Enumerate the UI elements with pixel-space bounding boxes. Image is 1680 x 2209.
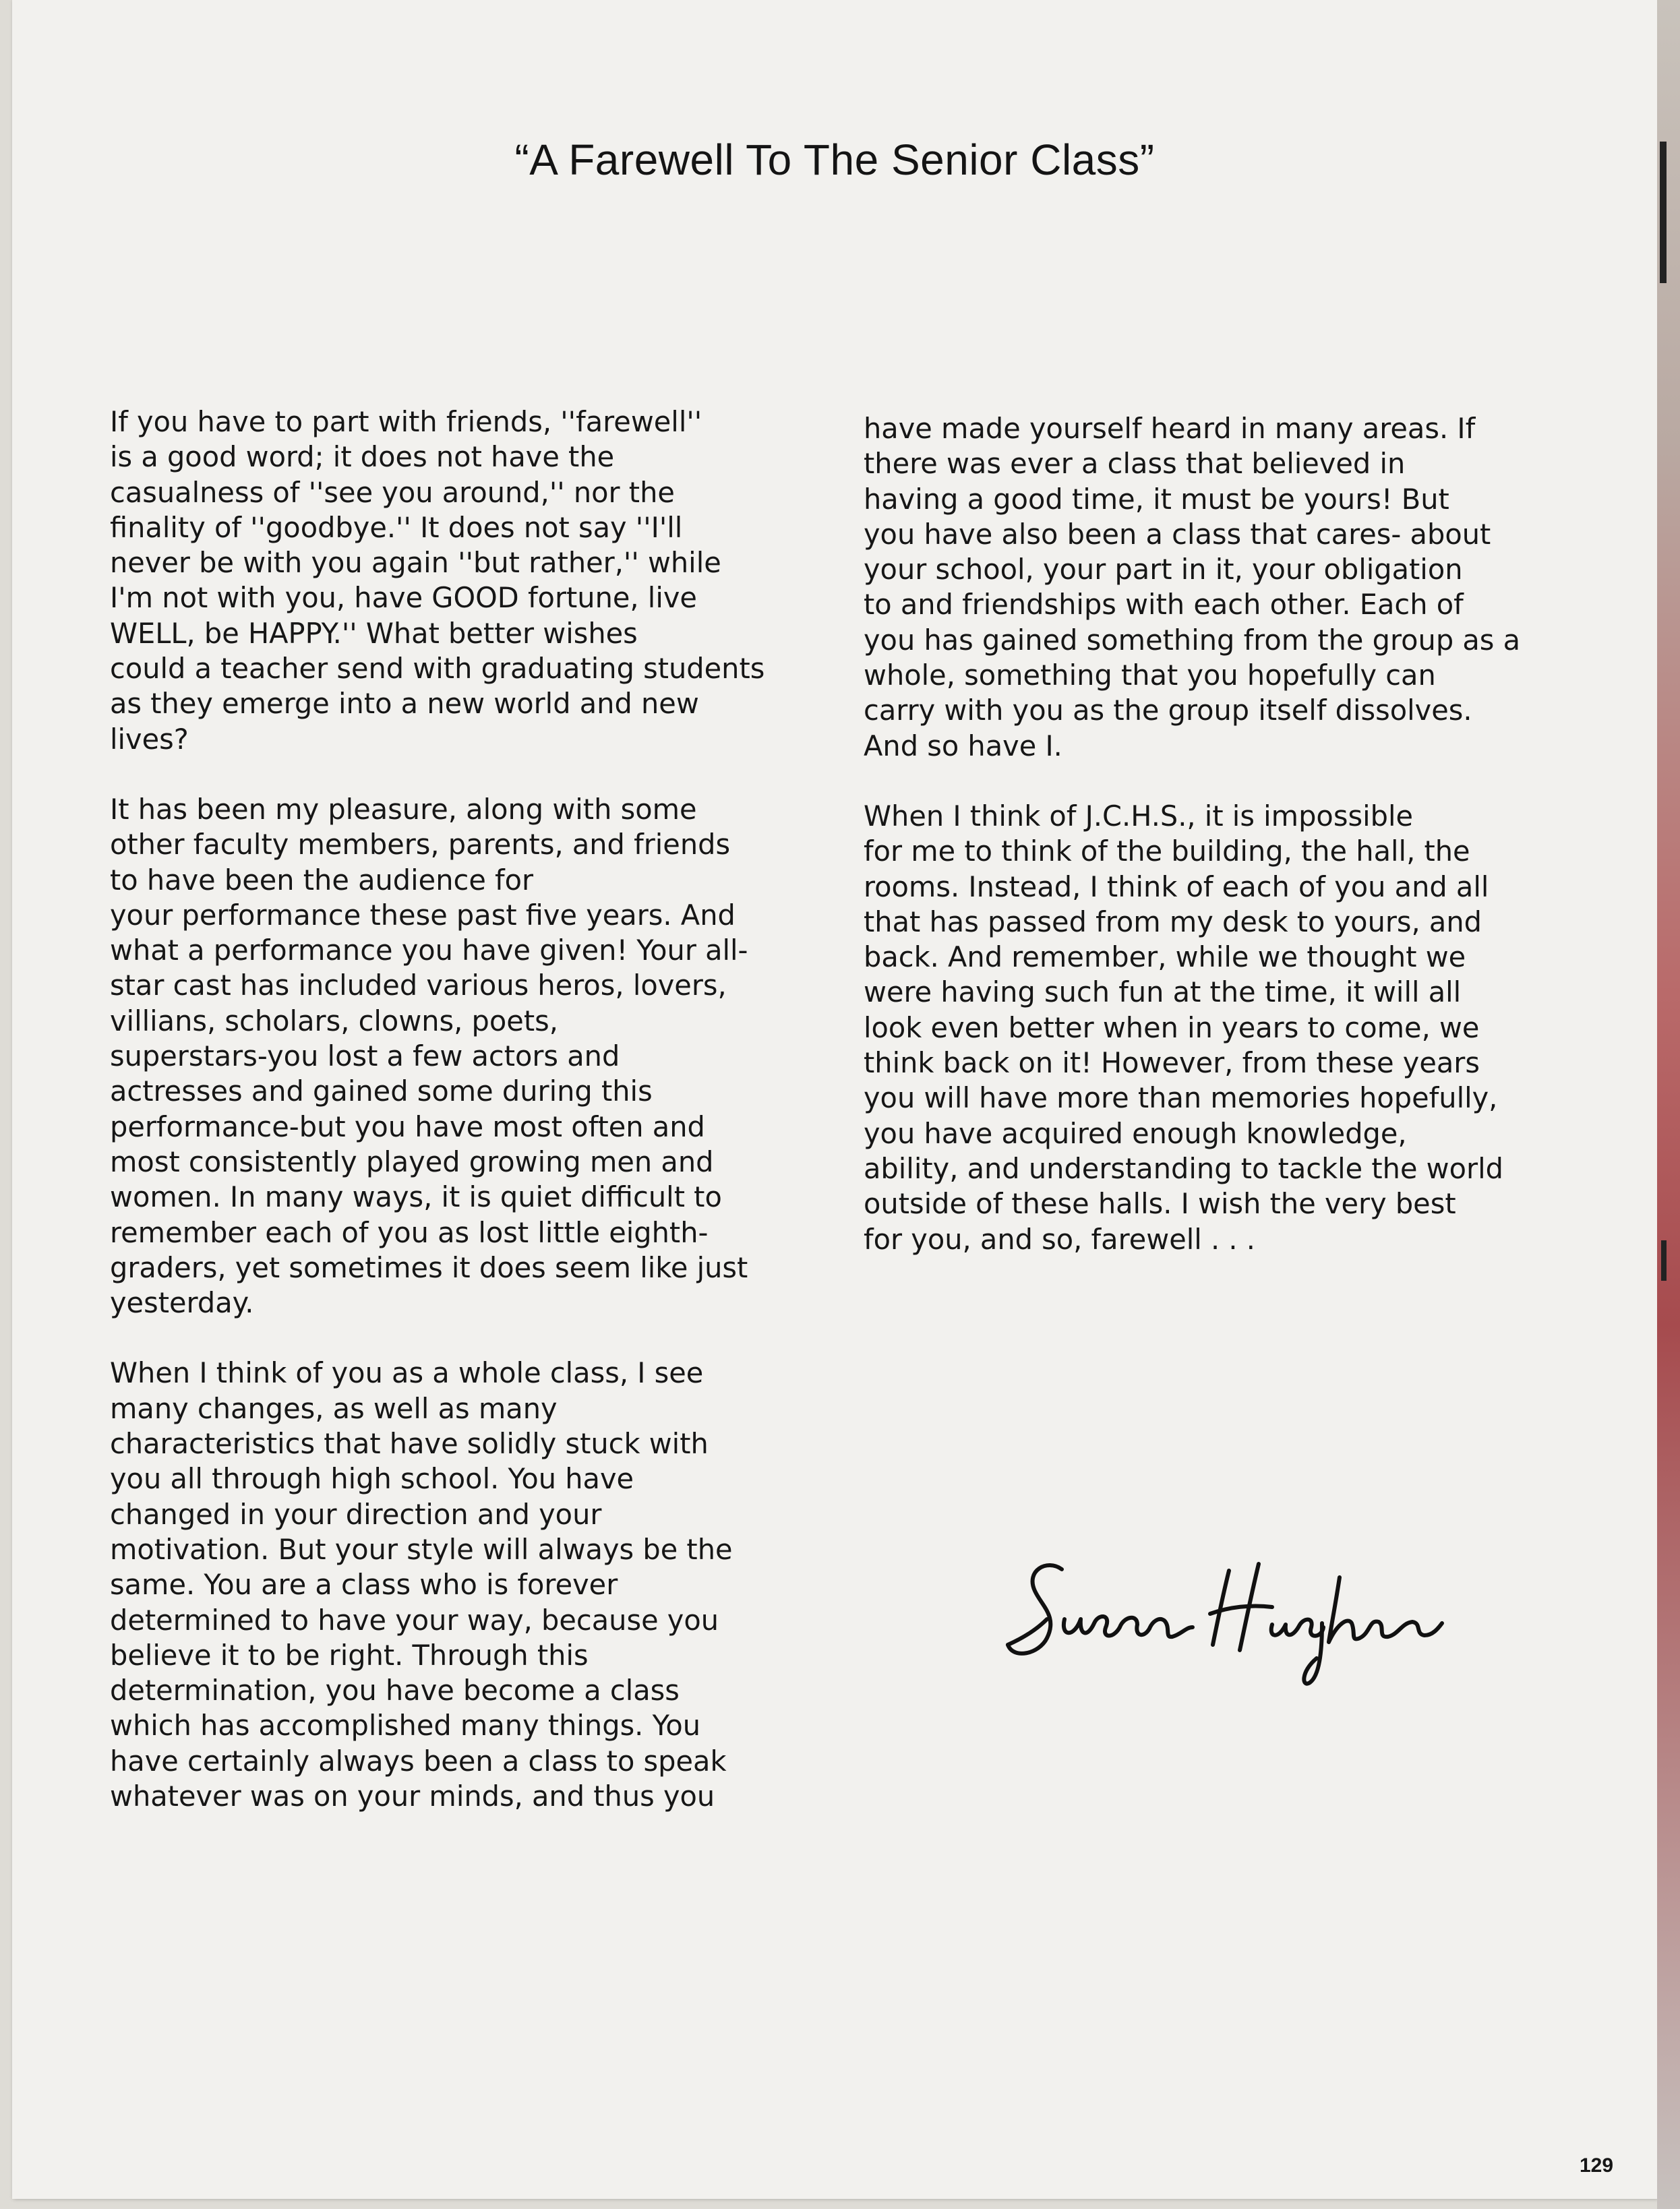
signature-susan-hughes bbox=[1000, 1544, 1445, 1699]
adjacent-page-edge bbox=[1657, 0, 1680, 2209]
page-title: “A Farewell To The Senior Class” bbox=[514, 135, 1155, 184]
paragraph-2: It has been my pleasure, along with some other faculty members, parents, and friends to have been the audience for your performance these past five years. And what a performance you have given! Your all- star cast has included various heros, lovers, villians, scholars, clowns, poets, superstars-you lost a few actors and actresses and gained some during this performance-but you have most often and most consistently played growing men and women. In many ways, it is quiet difficult to remember each of you as lost little eighth- graders, yet sometimes it does seem like just yesterday. bbox=[110, 792, 748, 1320]
right-column bbox=[864, 411, 1625, 1292]
paragraph-5: When I think of J.C.H.S., it is impossible for me to think of the building, the hall, the rooms. Instead, I think of each of you and all that has passed from my desk to yours, and back. And remember, while we thought we were having such fun at the time, it will all look even better when in years to come, we think back on it! However, from these years you will have more than memories hopefully, you have acquired enough knowledge, ability, and understanding to tackle the world outside of these halls. I wish the very best for you, and so, farewell . . . bbox=[864, 799, 1503, 1256]
paragraph-3: When I think of you as a whole class, I see many changes, as well as many characteristics that have solidly stuck with you all through high school. You have changed in your direction and your motivation. But your style will always be the same. You are a class who is forever determined to have your way, because you believe it to be right. Through this determination, you have become a class which has accomplished many things. You have certainly always been a class to speak whatever was on your minds, and thus you bbox=[110, 1356, 733, 1813]
edge-mark-middle bbox=[1661, 1240, 1667, 1281]
edge-mark-top bbox=[1660, 142, 1667, 283]
page-number: 129 bbox=[1580, 2154, 1614, 2177]
left-column bbox=[110, 404, 858, 1849]
paragraph-4: have made yourself heard in many areas. If there was ever a class that believed in having a good time, it must be yours! But you have also been a class that cares- about your school, your part in it, your obligation to and friendships with each other. Each of you has gained something from the group as a whole, something that you hopefully can carry with you as the group itself dissolves. And so have I. bbox=[864, 412, 1521, 762]
paragraph-1: If you have to part with friends, ''farewell'' is a good word; it does not have the casualness of ''see you around,'' nor the finality of ''goodbye.'' It does not say ''I'll never be with you again ''but rather,'' while I'm not with you, have GOOD fortune, live WELL, be HAPPY.'' What better wishes could a teacher send with graduating students as they emerge into a new world and new lives? bbox=[110, 405, 765, 756]
yearbook-page bbox=[12, 0, 1657, 2199]
